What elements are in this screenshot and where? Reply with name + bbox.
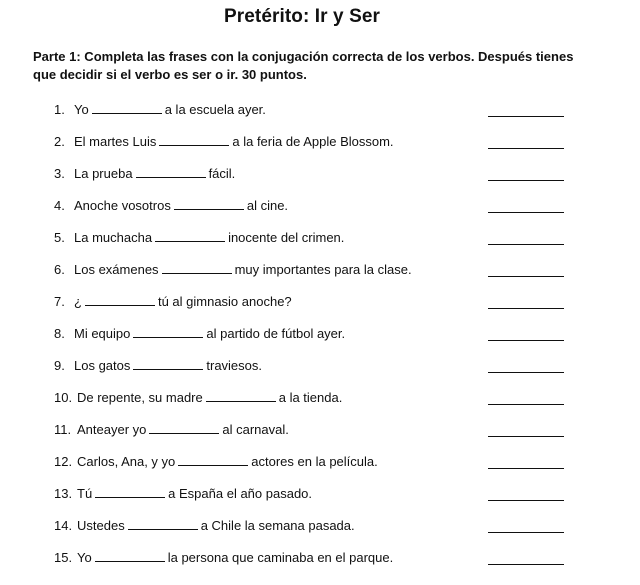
verb-blank[interactable] [206,389,276,402]
sentence-start: El martes Luis [74,134,157,149]
question-number: 14. [54,518,73,533]
question-row [0,549,640,581]
sentence-start: Anoche vosotros [74,198,171,213]
question-row [0,165,640,197]
question-list [0,101,640,581]
question-sentence [77,517,355,535]
question-number: 12. [54,454,73,469]
sentence-end: a España el año pasado. [168,486,313,501]
question-row [0,389,640,421]
sentence-start: Anteayer yo [77,422,147,437]
verb-blank[interactable] [159,133,229,146]
ser-ir-answer-blank[interactable] [488,425,564,437]
verb-blank[interactable] [128,517,198,530]
sentence-start: ¿ [74,294,82,309]
question-sentence [74,229,344,247]
question-row [0,261,640,293]
question-sentence [74,197,288,215]
question-sentence [77,549,393,567]
question-sentence [74,101,266,119]
verb-blank[interactable] [178,453,248,466]
question-row [0,421,640,453]
sentence-start: Mi equipo [74,326,131,341]
question-number: 1. [54,102,65,117]
verb-blank[interactable] [136,165,206,178]
sentence-start: La prueba [74,166,133,181]
question-row [0,485,640,517]
ser-ir-answer-blank[interactable] [488,105,564,117]
question-row [0,229,640,261]
sentence-start: Carlos, Ana, y yo [77,454,176,469]
sentence-end: a la feria de Apple Blossom. [232,134,394,149]
verb-blank[interactable] [133,325,203,338]
sentence-end: al partido de fútbol ayer. [206,326,346,341]
verb-blank[interactable] [95,549,165,562]
sentence-start: Los exámenes [74,262,159,277]
ser-ir-answer-blank[interactable] [488,393,564,405]
question-row [0,133,640,165]
verb-blank[interactable] [95,485,165,498]
question-row [0,101,640,133]
ser-ir-answer-blank[interactable] [488,457,564,469]
question-number: 15. [54,550,73,565]
sentence-end: al carnaval. [222,422,289,437]
question-number: 10. [54,390,73,405]
sentence-start: Yo [74,102,89,117]
ser-ir-answer-blank[interactable] [488,361,564,373]
question-number: 13. [54,486,73,501]
sentence-end: tú al gimnasio anoche? [157,294,292,309]
verb-blank[interactable] [133,357,203,370]
sentence-start: Yo [77,550,92,565]
sentence-end: fácil. [208,166,236,181]
question-number: 5. [54,230,65,245]
question-row [0,517,640,549]
question-sentence [74,357,262,375]
ser-ir-answer-blank[interactable] [488,521,564,533]
sentence-start: De repente, su madre [77,390,203,405]
sentence-end: la persona que caminaba en el parque. [167,550,394,565]
sentence-end: a Chile la semana pasada. [200,518,355,533]
ser-ir-answer-blank[interactable] [488,233,564,245]
sentence-start: Los gatos [74,358,131,373]
instructions: Parte 1: Completa las frases con la conjugación correcta de los verbos. Después tienes que decidir si el verbo es ser o ir. 30 puntos. [33,49,574,82]
question-number: 3. [54,166,65,181]
question-number: 11. [54,422,72,437]
question-number: 7. [54,294,65,309]
ser-ir-answer-blank[interactable] [488,329,564,341]
question-row [0,325,640,357]
sentence-end: al cine. [246,198,289,213]
ser-ir-answer-blank[interactable] [488,265,564,277]
question-number: 2. [54,134,65,149]
question-sentence [74,165,235,183]
question-number: 9. [54,358,65,373]
sentence-end: a la escuela ayer. [164,102,266,117]
verb-blank[interactable] [149,421,219,434]
question-sentence [74,133,394,151]
question-sentence [74,293,292,311]
ser-ir-answer-blank[interactable] [488,137,564,149]
ser-ir-answer-blank[interactable] [488,201,564,213]
question-row [0,357,640,389]
sentence-start: Tú [77,486,93,501]
ser-ir-answer-blank[interactable] [488,169,564,181]
verb-blank[interactable] [92,101,162,114]
ser-ir-answer-blank[interactable] [488,489,564,501]
question-sentence [77,421,289,439]
page-title: Pretérito: Ir y Ser [223,6,381,27]
question-number: 6. [54,262,65,277]
question-row [0,293,640,325]
verb-blank[interactable] [85,293,155,306]
ser-ir-answer-blank[interactable] [488,553,564,565]
question-row [0,197,640,229]
sentence-end: muy importantes para la clase. [234,262,412,277]
sentence-end: actores en la película. [251,454,378,469]
sentence-end: traviesos. [206,358,263,373]
question-sentence [77,389,342,407]
sentence-end: a la tienda. [278,390,343,405]
question-sentence [77,485,312,503]
verb-blank[interactable] [162,261,232,274]
sentence-start: La muchacha [74,230,153,245]
sentence-start: Ustedes [77,518,125,533]
verb-blank[interactable] [155,229,225,242]
question-sentence [74,325,345,343]
ser-ir-answer-blank[interactable] [488,297,564,309]
question-number: 4. [54,198,65,213]
verb-blank[interactable] [174,197,244,210]
question-sentence [74,261,412,279]
question-number: 8. [54,326,65,341]
question-sentence [77,453,378,471]
sentence-end: inocente del crimen. [228,230,345,245]
question-row [0,453,640,485]
